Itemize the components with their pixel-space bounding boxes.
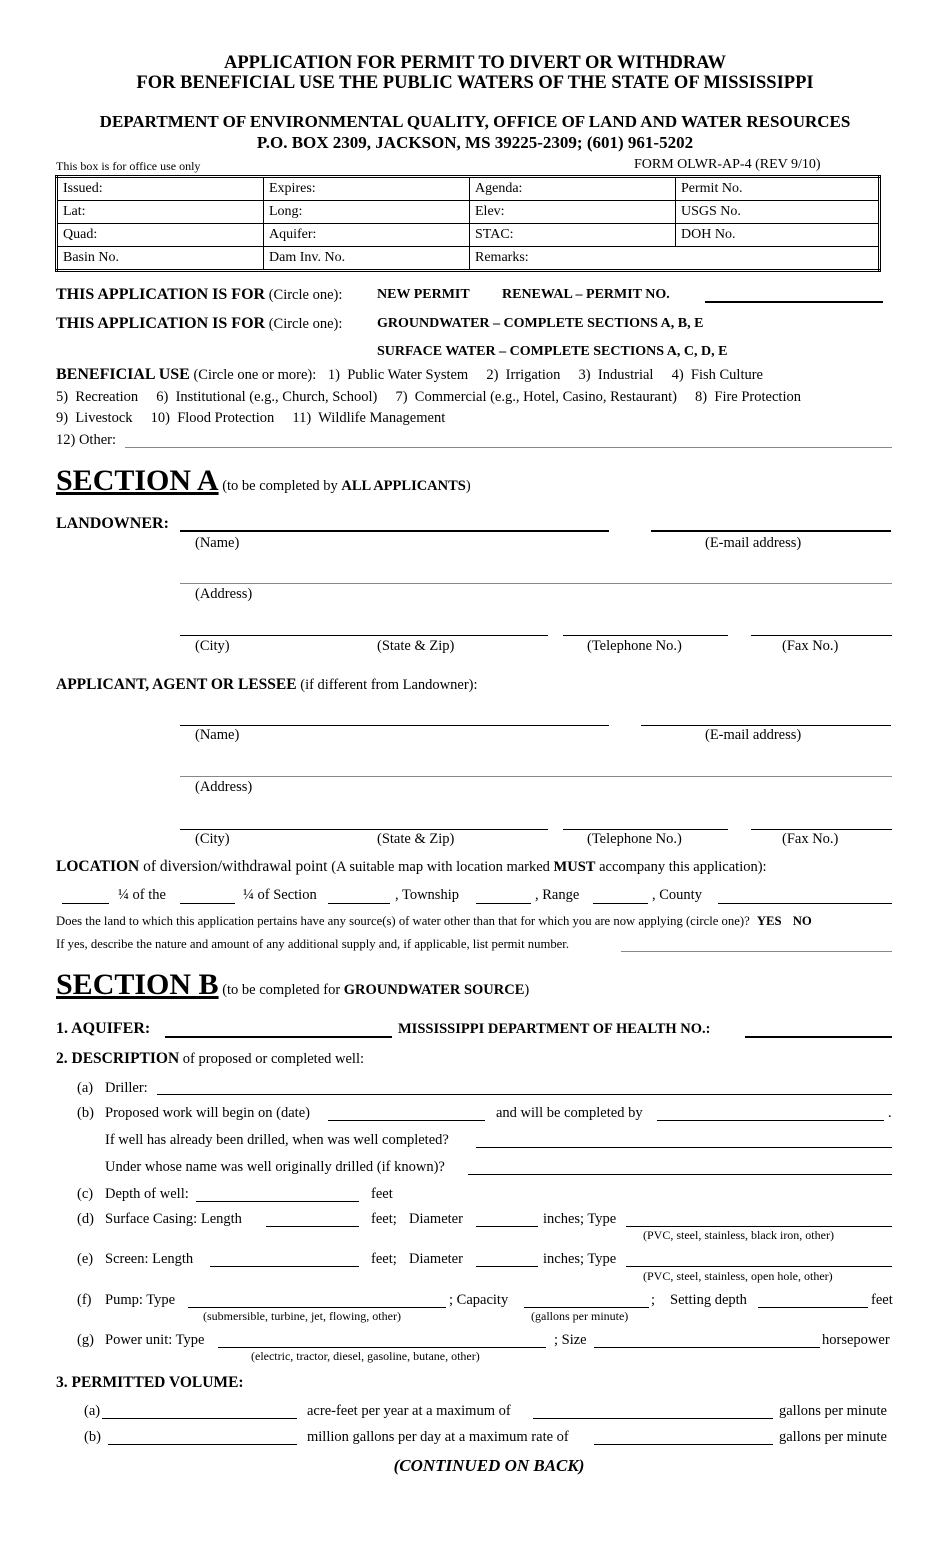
additional-supply-label: If yes, describe the nature and amount of any additional supply and, if applicable, list permit number.: [56, 937, 569, 951]
office-use-table: [55, 175, 881, 272]
screen-length-label: Screen: Length: [105, 1251, 194, 1267]
acre-feet-label: acre-feet per year at a maximum of: [307, 1403, 511, 1419]
quarter-of-section-label: ¼ of Section: [243, 887, 317, 903]
beneficial-use-options-1[interactable]: 1) Public Water System 2) Irrigation 3) Industrial 4) Fish Culture: [327, 367, 763, 383]
item-b-label: (b): [77, 1105, 94, 1121]
driller-label: Driller:: [105, 1080, 148, 1096]
landowner-state-zip-caption: (State & Zip): [377, 638, 455, 654]
applicant-email-caption: (E-mail address): [705, 727, 802, 743]
office-cell-lat[interactable]: Lat:: [57, 201, 264, 224]
landowner-fax-field[interactable]: [751, 635, 892, 636]
landowner-name-caption: (Name): [195, 535, 240, 551]
office-cell-agenda[interactable]: Agenda:: [470, 177, 676, 201]
application-for-label-2: THIS APPLICATION IS FOR: [56, 315, 266, 332]
applicant-city-caption: (City): [195, 831, 230, 847]
pump-type-label: Pump: Type: [105, 1292, 176, 1308]
gpm-unit-a: gallons per minute: [779, 1403, 887, 1419]
applicant-city-field[interactable]: [180, 829, 548, 830]
pump-type-hint: (submersible, turbine, jet, flowing, other): [203, 1309, 401, 1323]
landowner-address-caption: (Address): [195, 586, 253, 602]
applicant-label: APPLICANT, AGENT OR LESSEE: [56, 676, 297, 693]
original-name-field[interactable]: [468, 1174, 892, 1175]
screen-diameter-field[interactable]: [476, 1266, 538, 1267]
department-header: [0, 111, 950, 153]
landowner-address-field[interactable]: [180, 583, 892, 584]
begin-date-label: Proposed work will begin on (date): [105, 1105, 310, 1121]
mgd-label: million gallons per day at a maximum rate of: [307, 1429, 569, 1445]
item-d-label: (d): [77, 1211, 94, 1227]
quarter-of-the-label: ¼ of the: [118, 887, 166, 903]
beneficial-use-options-3[interactable]: 9) Livestock 10) Flood Protection 11) Wildlife Management: [56, 410, 446, 426]
beneficial-use-line1: [56, 366, 763, 384]
office-row: [57, 201, 880, 224]
aquifer-field[interactable]: [165, 1036, 392, 1038]
location-label: LOCATION: [56, 858, 140, 875]
health-no-field[interactable]: [745, 1036, 892, 1038]
applicant-fax-field[interactable]: [751, 829, 892, 830]
office-cell-issued[interactable]: Issued:: [57, 177, 264, 201]
pump-type-field[interactable]: [188, 1307, 446, 1308]
applicant-name-field[interactable]: [180, 725, 609, 726]
casing-feet-unit: feet;: [371, 1211, 397, 1227]
depth-label: Depth of well:: [105, 1186, 189, 1202]
casing-inches-type-label: inches; Type: [543, 1211, 617, 1227]
form-title-line2: FOR BENEFICIAL USE THE PUBLIC WATERS OF THE STATE OF MISSISSIPPI: [136, 73, 814, 93]
township-label: , Township: [395, 887, 459, 903]
aquifer-label: 1. AQUIFER:: [56, 1020, 151, 1037]
already-drilled-field[interactable]: [476, 1147, 892, 1148]
office-row: [57, 247, 880, 271]
section-b-title: SECTION B: [56, 968, 219, 1001]
section-a-heading: [56, 464, 471, 498]
office-cell-stac[interactable]: STAC:: [470, 224, 676, 247]
mgd-field[interactable]: [108, 1444, 297, 1445]
applicant-address-caption: (Address): [195, 779, 253, 795]
screen-diameter-label: Diameter: [409, 1251, 463, 1267]
location-note-post: accompany this application):: [595, 859, 767, 875]
depth-field[interactable]: [196, 1201, 359, 1202]
surface-water-option[interactable]: SURFACE WATER – COMPLETE SECTIONS A, C, D, E: [377, 344, 728, 359]
quarter-quarter-field[interactable]: [62, 903, 109, 904]
completed-by-period: .: [888, 1105, 892, 1121]
power-unit-hint: (electric, tractor, diesel, gasoline, butane, other): [251, 1349, 480, 1363]
casing-length-label: Surface Casing: Length: [105, 1211, 242, 1227]
pump-capacity-field[interactable]: [524, 1307, 649, 1308]
pump-capacity-label: ; Capacity: [449, 1292, 509, 1308]
office-use-note: This box is for office use only: [56, 159, 201, 173]
section-b-sub-pre: (to be completed for: [222, 982, 344, 998]
casing-diameter-field[interactable]: [476, 1226, 538, 1227]
screen-inches-type-label: inches; Type: [543, 1251, 617, 1267]
groundwater-option[interactable]: GROUNDWATER – COMPLETE SECTIONS A, B, E: [377, 316, 704, 331]
applicant-phone-caption: (Telephone No.): [587, 831, 682, 847]
application-for-source-type: [56, 315, 342, 333]
health-no-label: MISSISSIPPI DEPARTMENT OF HEALTH NO.:: [398, 1021, 711, 1037]
other-source-text: Does the land to which this application pertains have any source(s) of water other than that for which you are now applying (circle one)?: [56, 914, 750, 928]
applicant-fax-caption: (Fax No.): [782, 831, 839, 847]
section-a-sub-pre: (to be completed by: [222, 478, 342, 494]
pump-capacity-hint: (gallons per minute): [531, 1309, 629, 1323]
office-cell-long[interactable]: Long:: [264, 201, 470, 224]
form-title-line1: APPLICATION FOR PERMIT TO DIVERT OR WITHDRAW: [223, 53, 726, 73]
other-source-question: [56, 914, 812, 929]
additional-supply-field[interactable]: [621, 951, 892, 952]
description-rest: of proposed or completed well:: [179, 1051, 364, 1067]
landowner-phone-field[interactable]: [563, 635, 728, 636]
screen-type-hint: (PVC, steel, stainless, open hole, other): [643, 1269, 833, 1283]
applicant-email-field[interactable]: [641, 725, 891, 726]
beneficial-use-label: BENEFICIAL USE: [56, 366, 190, 383]
permitted-volume-label: 3. PERMITTED VOLUME:: [56, 1374, 244, 1391]
office-cell-elev[interactable]: Elev:: [470, 201, 676, 224]
section-b-sub-bold: GROUNDWATER SOURCE: [343, 982, 525, 998]
continued-on-back: (CONTINUED ON BACK): [393, 1456, 585, 1475]
item-f-label: (f): [77, 1292, 92, 1308]
casing-type-hint: (PVC, steel, stainless, black iron, other): [643, 1228, 834, 1242]
pump-capacity-semi: ;: [651, 1292, 656, 1308]
landowner-city-field[interactable]: [180, 635, 548, 636]
form-title: [0, 53, 950, 93]
depth-feet-unit: feet: [371, 1186, 393, 1202]
max-gpm-field-a[interactable]: [533, 1418, 773, 1419]
applicant-heading: [56, 676, 478, 694]
applicant-state-zip-caption: (State & Zip): [377, 831, 455, 847]
form-number: FORM OLWR-AP-4 (REV 9/10): [634, 157, 821, 172]
completed-by-label: and will be completed by: [496, 1105, 643, 1121]
address-line: P.O. BOX 2309, JACKSON, MS 39225-2309; (601) 961-5202: [256, 133, 694, 152]
landowner-phone-caption: (Telephone No.): [587, 638, 682, 654]
power-size-label: ; Size: [554, 1332, 587, 1348]
renewal-option[interactable]: RENEWAL – PERMIT NO.: [502, 287, 670, 302]
begin-date-field[interactable]: [328, 1120, 485, 1121]
county-label: , County: [652, 887, 702, 903]
landowner-fax-caption: (Fax No.): [782, 638, 839, 654]
application-for-label: THIS APPLICATION IS FOR: [56, 286, 266, 303]
power-size-field[interactable]: [594, 1347, 820, 1348]
section-field[interactable]: [328, 903, 390, 904]
casing-length-field[interactable]: [266, 1226, 359, 1227]
quarter-field[interactable]: [180, 903, 235, 904]
screen-length-field[interactable]: [210, 1266, 359, 1267]
power-unit-label: Power unit: Type: [105, 1332, 205, 1348]
setting-depth-field[interactable]: [758, 1307, 868, 1308]
office-row: [57, 177, 880, 201]
circle-one-label-2: (Circle one):: [268, 316, 343, 332]
description-heading: [56, 1050, 364, 1068]
landowner-name-field[interactable]: [180, 530, 609, 532]
section-b-heading: [56, 968, 529, 1002]
office-cell-usgs-no[interactable]: USGS No.: [676, 201, 880, 224]
already-drilled-label: If well has already been drilled, when was well completed?: [105, 1132, 449, 1148]
setting-depth-label: Setting depth: [670, 1292, 747, 1308]
landowner-city-caption: (City): [195, 638, 230, 654]
max-gpm-field-b[interactable]: [594, 1444, 773, 1445]
landowner-email-caption: (E-mail address): [705, 535, 802, 551]
range-field[interactable]: [593, 903, 648, 904]
department-line: DEPARTMENT OF ENVIRONMENTAL QUALITY, OFFICE OF LAND AND WATER RESOURCES: [99, 112, 851, 131]
volume-a-label: (a): [84, 1403, 101, 1419]
item-a-label: (a): [77, 1080, 94, 1096]
location-rest: of diversion/withdrawal point: [139, 858, 328, 875]
gpm-unit-b: gallons per minute: [779, 1429, 887, 1445]
description-label: 2. DESCRIPTION: [56, 1050, 180, 1067]
original-name-label: Under whose name was well originally drilled (if known)?: [105, 1159, 445, 1175]
other-use-label: 12) Other:: [56, 432, 116, 448]
range-label: , Range: [535, 887, 580, 903]
casing-diameter-label: Diameter: [409, 1211, 463, 1227]
horsepower-unit: horsepower: [822, 1332, 890, 1348]
office-cell-aquifer[interactable]: Aquifer:: [264, 224, 470, 247]
county-field[interactable]: [718, 903, 892, 904]
applicant-phone-field[interactable]: [563, 829, 728, 830]
section-b-sub-post: ): [524, 982, 530, 998]
driller-field[interactable]: [157, 1094, 892, 1095]
power-unit-field[interactable]: [218, 1347, 546, 1348]
item-c-label: (c): [77, 1186, 94, 1202]
office-cell-dam-inv-no[interactable]: Dam Inv. No.: [264, 247, 470, 271]
section-a-sub-bold: ALL APPLICANTS: [341, 478, 466, 494]
circle-one-label: (Circle one):: [268, 287, 343, 303]
yes-option[interactable]: YES: [756, 914, 782, 928]
casing-type-field[interactable]: [626, 1226, 892, 1227]
no-option[interactable]: NO: [792, 914, 812, 928]
office-cell-doh-no[interactable]: DOH No.: [676, 224, 880, 247]
township-field[interactable]: [476, 903, 531, 904]
location-must: MUST: [553, 859, 596, 875]
applicant-note: (if different from Landowner):: [300, 677, 478, 693]
beneficial-use-options-2[interactable]: 5) Recreation 6) Institutional (e.g., Church, School) 7) Commercial (e.g., Hotel, Casino, Restaurant) 8) Fire Protection: [56, 389, 801, 405]
section-a-sub-post: ): [465, 478, 471, 494]
applicant-address-field[interactable]: [180, 776, 892, 777]
landowner-label: LANDOWNER:: [56, 515, 169, 532]
office-cell-permit-no[interactable]: Permit No.: [676, 177, 880, 201]
office-cell-expires[interactable]: Expires:: [264, 177, 470, 201]
screen-feet-unit: feet;: [371, 1251, 397, 1267]
application-for-permit-type: [56, 286, 342, 304]
location-heading: [56, 858, 767, 876]
screen-type-field[interactable]: [626, 1266, 892, 1267]
office-row: [57, 224, 880, 247]
volume-b-label: (b): [84, 1429, 101, 1445]
item-e-label: (e): [77, 1251, 94, 1267]
setting-depth-unit: feet: [871, 1292, 893, 1308]
completed-by-field[interactable]: [657, 1120, 884, 1121]
renewal-permit-no-field[interactable]: [705, 301, 883, 303]
location-note-pre: (A suitable map with location marked: [331, 859, 554, 875]
section-a-title: SECTION A: [56, 464, 219, 497]
circle-one-or-more: (Circle one or more):: [193, 367, 317, 383]
landowner-email-field[interactable]: [651, 530, 891, 532]
item-g-label: (g): [77, 1332, 94, 1348]
office-cell-basin-no[interactable]: Basin No.: [57, 247, 264, 271]
office-cell-quad[interactable]: Quad:: [57, 224, 264, 247]
applicant-name-caption: (Name): [195, 727, 240, 743]
other-use-field[interactable]: [125, 447, 892, 448]
acre-feet-field[interactable]: [102, 1418, 297, 1419]
new-permit-option[interactable]: NEW PERMIT: [377, 287, 470, 302]
office-cell-remarks[interactable]: Remarks:: [470, 247, 880, 271]
